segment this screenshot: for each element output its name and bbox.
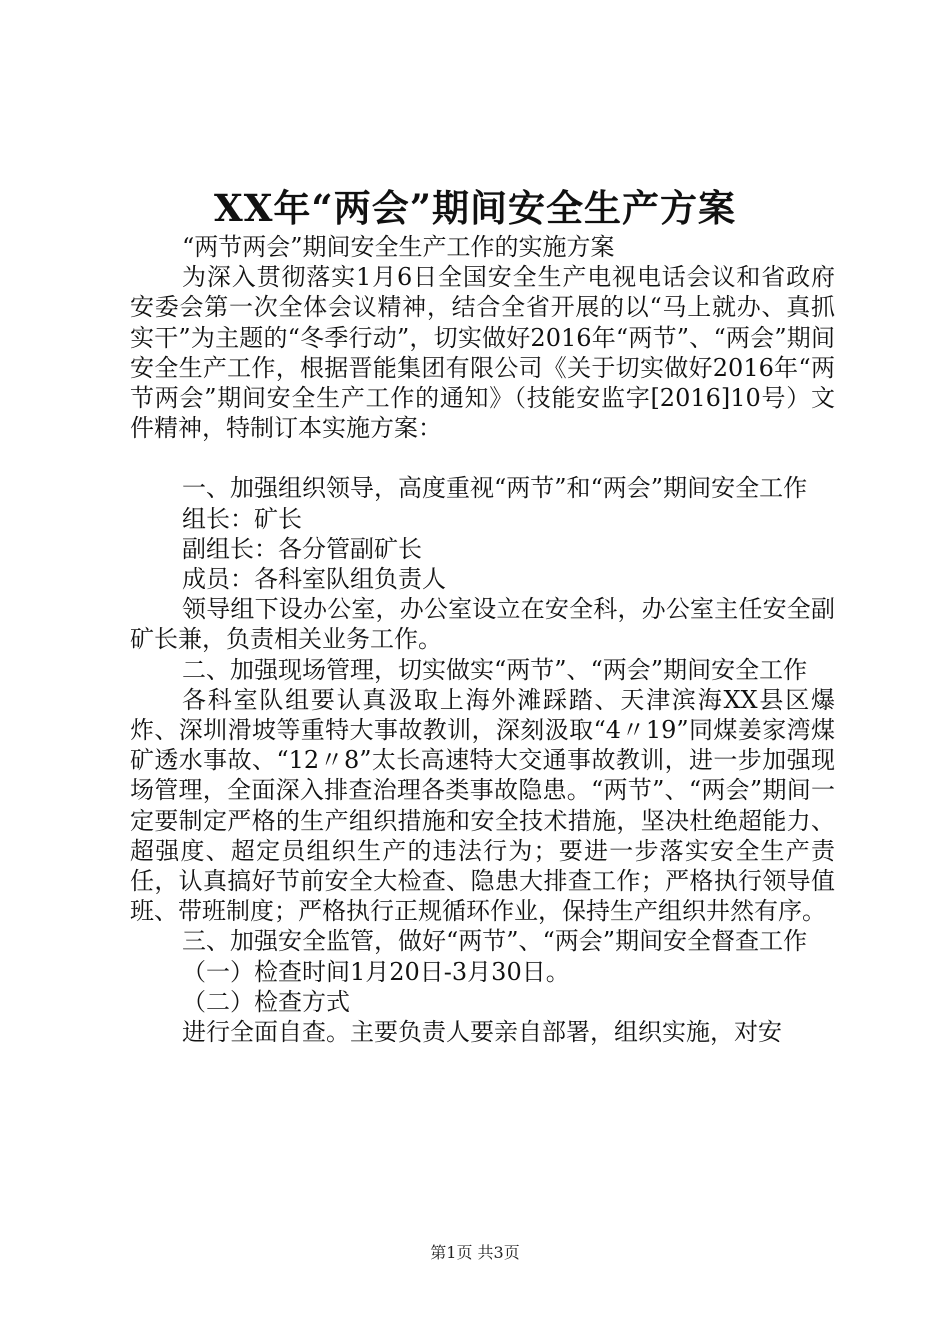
section-heading-2: 二、加强现场管理，切实做实“两节”、“两会”期间安全工作 xyxy=(182,655,808,684)
paragraph-subtitle: “两节两会”期间安全生产工作的实施方案 xyxy=(182,233,615,261)
paragraph-self-check: 进行全面自查。主要负责人要亲自部署，组织实施，对安 xyxy=(182,1018,782,1047)
section-heading-3: 三、加强安全监管，做好“两节”、“两会”期间安全督查工作 xyxy=(182,927,808,956)
document-title: XX年“两会”期间安全生产方案 xyxy=(214,186,736,230)
paragraph-check-time: （一）检查时间1月20日-3月30日。 xyxy=(182,957,570,986)
section-heading-1: 一、加强组织领导，高度重视“两节”和“两会”期间安全工作 xyxy=(182,474,808,503)
paragraph-site-management: 各科室队组要认真汲取上海外滩踩踏、天津滨海XX县区爆炸、深圳滑坡等重特大事故教训，深刻汲取“4〃19”同煤姜家湾煤矿透水事故、“12〃8”太长高速特大交通事故教训，进一步加强现场管理，全面深入排查治理各类事故隐患。“两节”、“两会”期间一定要制定严格的生产组织措施和安全技术措施，坚决杜绝超能力、超强度、超定员组织生产的违法行为；要进一步落实安全生产责任，认真搞好节前安全大检查、隐患大排查工作；严格执行领导值班、带班制度；严格执行正规循环作业，保持生产组织井然有序。 xyxy=(130,685,835,926)
document-body xyxy=(130,232,835,1047)
paragraph-leader: 组长：矿长 xyxy=(182,504,302,533)
paragraph-members: 成员：各科室队组负责人 xyxy=(182,565,446,594)
paragraph-office: 领导组下设办公室，办公室设立在安全科，办公室主任安全副矿长兼，负责相关业务工作。 xyxy=(130,595,835,654)
paragraph-intro: 为深入贯彻落实1月6日全国安全生产电视电话会议和省政府安委会第一次全体会议精神，结合全省开展的以“马上就办、真抓实干”为主题的“冬季行动”，切实做好2016年“两节”、“两会”期间安全生产工作，根据晋能集团有限公司《关于切实做好2016年“两节两会”期间安全生产工作的通知》（技能安监字[2016]10号）文件精神，特制订本实施方案： xyxy=(130,263,835,443)
paragraph-check-method: （二）检查方式 xyxy=(182,987,350,1016)
paragraph-spacer xyxy=(130,443,835,473)
page-footer: 第1页 共3页 xyxy=(430,1243,520,1262)
paragraph-deputy-leader: 副组长：各分管副矿长 xyxy=(182,534,422,563)
